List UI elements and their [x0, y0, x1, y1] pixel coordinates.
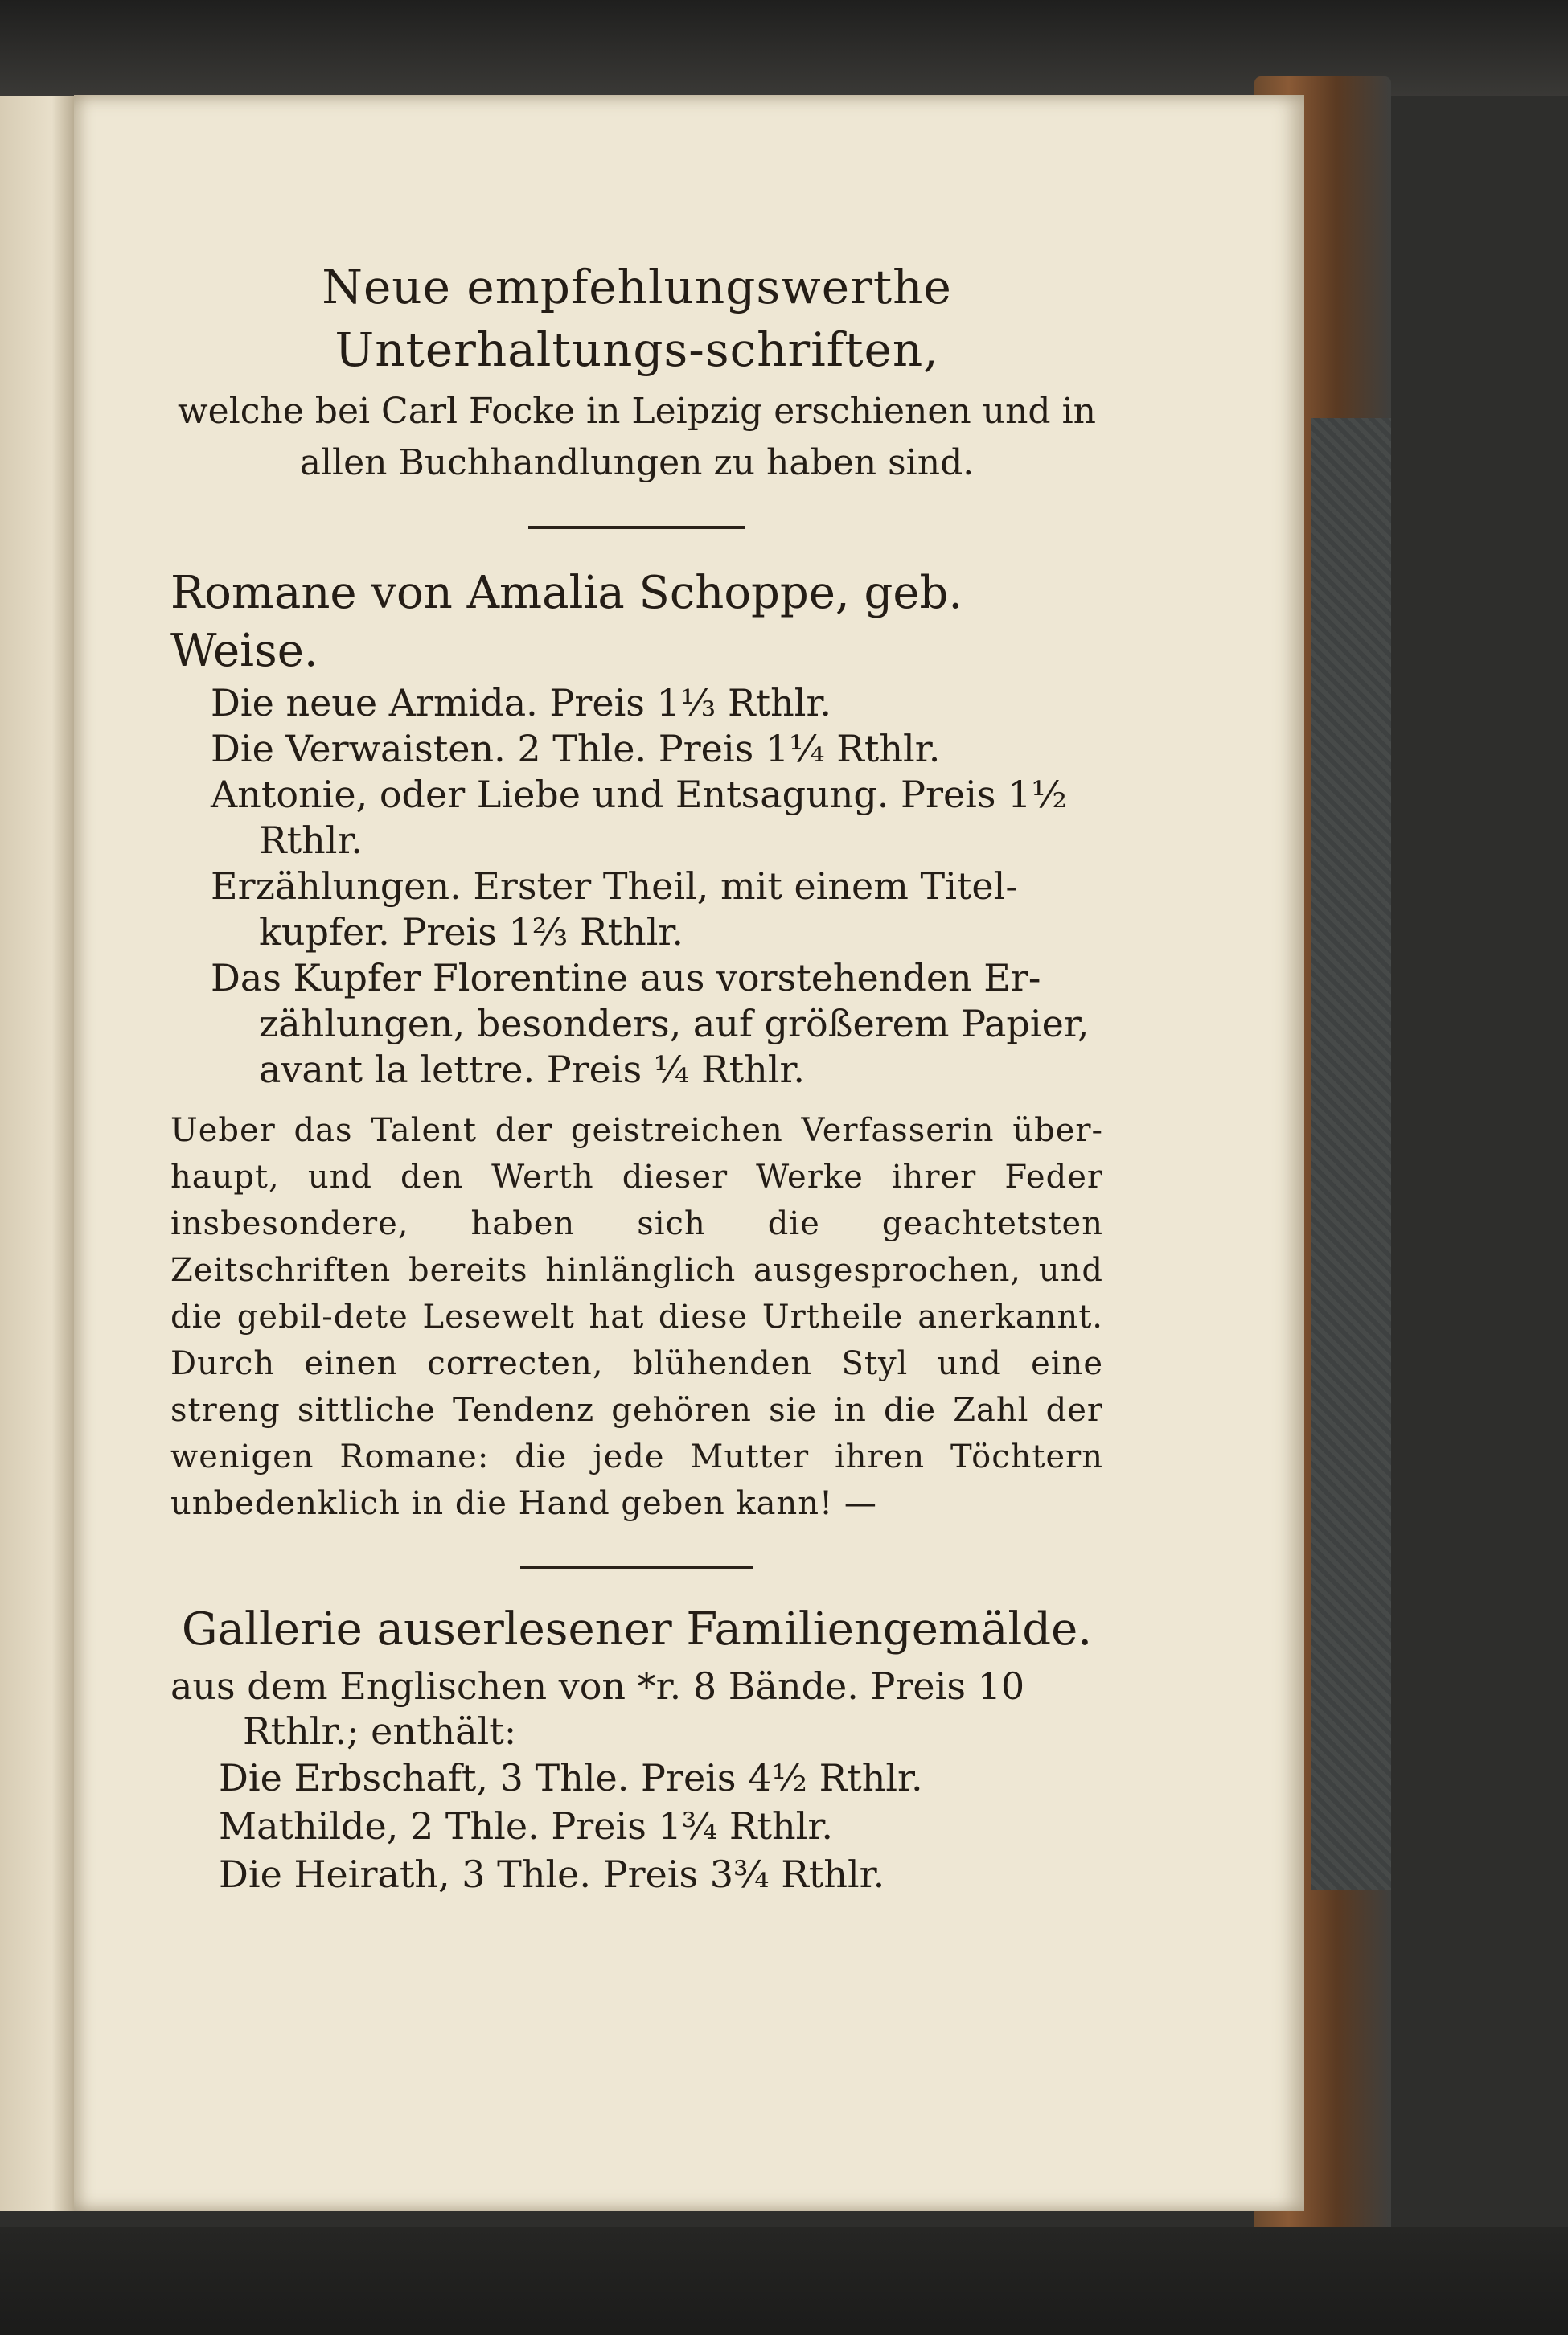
left-page-edge: [0, 96, 74, 2211]
bottom-shadow: [0, 2227, 1568, 2335]
section-heading-gallerie: Gallerie auserlesener Familiengemälde.: [181, 1603, 1093, 1656]
divider-rule: [528, 526, 745, 529]
list-item: Die Erbschaft, 3 Thle. Preis 4½ Rthlr.: [219, 1756, 923, 1799]
list-item: Das Kupfer Florentine aus vorstehenden Er-zählungen, besonders, auf größerem Papier, avant la lettre. Preis ¼ Rthlr.: [211, 956, 1090, 1091]
page-subtitle: welche bei Carl Focke in Leipzig erschienen und in allen Buchhandlungen zu haben sind.: [178, 391, 1096, 483]
list-item: Die Heirath, 3 Thle. Preis 3¾ Rthlr.: [219, 1853, 885, 1896]
book-spine-cloth: [1311, 418, 1391, 1890]
book-page: [74, 95, 1304, 2211]
gallerie-intro: aus dem Englischen von *r. 8 Bände. Preis 10 Rthlr.; enthält:: [170, 1664, 1025, 1753]
list-item: Erzählungen. Erster Theil, mit einem Titel-kupfer. Preis 1⅔ Rthlr.: [211, 864, 1018, 954]
divider-rule: [520, 1566, 753, 1569]
list-item: Die neue Armida. Preis 1⅓ Rthlr.: [211, 681, 832, 724]
review-paragraph: Ueber das Talent der geistreichen Verfasserin über-haupt, und den Werth dieser Werke ihrer Feder insbesondere, haben sich die geachtetsten Zeitschriften bereits hinlänglich ausgesprochen, und die gebil-dete Lesewelt hat diese Urtheile anerkannt. Durch einen correcten, blühenden Styl und eine streng sittliche Tendenz gehören sie in die Zahl der wenigen Romane: die jede Mutter ihren Töchtern unbedenklich in die Hand geben kann! —: [170, 1112, 1103, 1522]
page-content: [170, 256, 1103, 1898]
list-item: Mathilde, 2 Thle. Preis 1¾ Rthlr.: [219, 1804, 833, 1848]
list-item: Antonie, oder Liebe und Entsagung. Preis 1½ Rthlr.: [211, 773, 1067, 862]
page-title: Neue empfehlungswerthe Unterhaltungs-schriften,: [322, 260, 952, 377]
section-heading-schoppe: Romane von Amalia Schoppe, geb. Weise.: [170, 567, 963, 677]
list-item: Die Verwaisten. 2 Thle. Preis 1¼ Rthlr.: [211, 727, 941, 770]
